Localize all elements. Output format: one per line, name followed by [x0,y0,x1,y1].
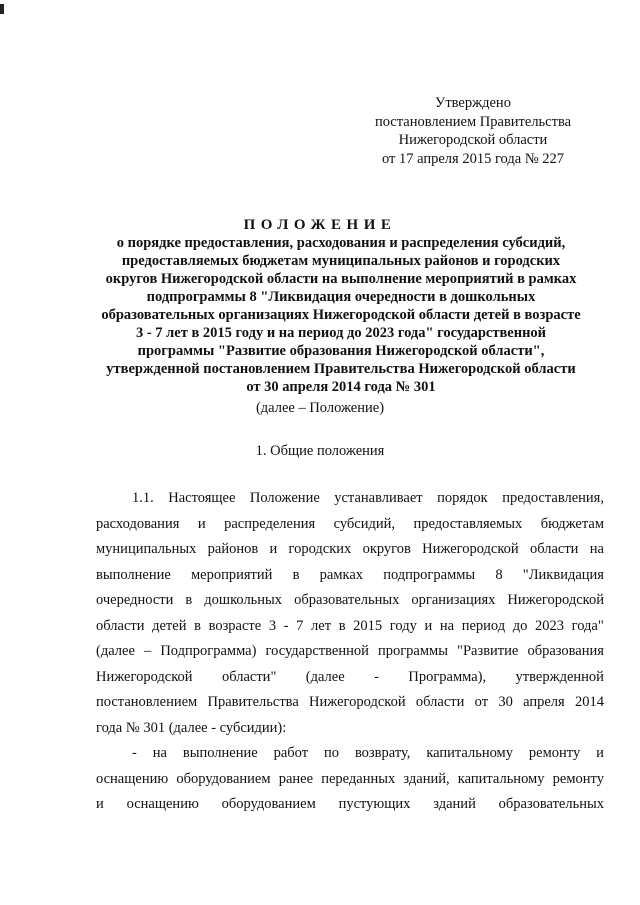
body-word: и [96,796,104,812]
body-word: (далее [305,668,345,685]
body-word: на [439,617,455,634]
body-word: переданных [321,770,396,787]
body-word: Программа), [408,668,487,685]
body-line [96,614,604,640]
body-word: 2023 [535,617,564,634]
body-line [96,639,604,665]
body-word: на [152,745,167,761]
body-word: 30 [498,694,513,710]
body-line [96,486,604,512]
body-word: капитальному [426,745,513,761]
body-word: пустующих [338,796,411,812]
body-word: 3 [268,617,277,634]
section-heading: 1. Общие положения [255,443,385,459]
body-word: детей [152,617,187,634]
body-word: выполнение [96,566,171,583]
body-word: устанавливает [334,490,423,506]
body-word: округов [362,541,411,557]
body-word: организациях [411,592,496,608]
body-word: районов [207,541,259,557]
body-word: и [596,745,604,761]
body-word: по [324,745,340,761]
approval-line: Нижегородской области [398,132,548,148]
subtitle-line: предоставляемых бюджетам муниципальных районов и городских [121,253,561,269]
body-line [96,563,604,589]
body-paragraph [96,486,604,818]
short-name-note: (далее – Положение) [255,400,385,416]
body-word: постановлением [96,694,198,710]
body-word: рамках [319,566,364,583]
subtitle-line: утвержденной постановлением Правительства Нижегородской области [106,361,576,377]
body-word: зданий [433,796,476,812]
body-word: области [529,541,579,557]
body-word: года № 301 (далее - субсидии): [96,719,287,736]
body-word: ранее [278,770,314,787]
body-line [96,741,604,767]
body-word: лет [311,617,332,634]
body-line [96,767,604,793]
body-word: Положение [249,490,320,506]
subtitle-line: образовательных организациях Нижегородской области детей в возрасте [101,307,581,323]
body-word: возврату, [354,745,411,761]
subtitle-line: программы "Развитие образования Нижегородской области", [137,343,545,359]
body-word: (далее [96,643,135,659]
body-word: образовательных [498,796,604,812]
body-word: зданий, [403,770,450,787]
body-word: образовательных [294,592,400,608]
body-word: области" [221,668,277,685]
body-word: возрасте [208,617,262,634]
subtitle-line: о порядке предоставления, расходования и распределения субсидий, [116,235,566,251]
body-word: на [589,541,604,557]
body-word: муниципальных [96,541,197,557]
subtitle-line: от 30 апреля 2014 года № 301 [246,379,436,395]
body-word: субсидий, [333,515,396,532]
body-word: - [283,617,289,634]
body-word: "Ликвидация [522,566,604,583]
subtitle-line: 3 - 7 лет в 2015 году и на период до 2023 года" государственной [135,325,547,341]
body-word: дошкольных [204,592,283,608]
body-word: в [185,592,193,608]
body-line [96,537,604,563]
body-word: Нижегородской [507,592,604,608]
body-word: Нижегородской [96,668,193,685]
body-word: работ [273,745,309,761]
body-word: года" [571,617,604,634]
body-word: оборудованием [176,770,271,787]
body-word: Правительства [207,694,299,710]
body-word: – [143,643,152,659]
body-line [96,716,604,742]
body-word: в [292,566,300,583]
body-word: 8 [495,566,503,583]
body-word: области [96,617,145,634]
document-subtitle [78,234,604,396]
body-word: капитальному [457,770,545,787]
body-word: и [424,617,433,634]
body-word: году [389,617,417,634]
scan-corner-mark [0,4,4,14]
approval-block [360,94,586,168]
body-word: очередности [96,592,174,608]
body-word: порядок [437,490,488,506]
body-word: - [374,668,379,685]
body-word: оснащению [126,796,199,812]
body-word: бюджетам [540,515,604,532]
body-word: - [132,745,137,761]
body-word: городских [288,541,352,557]
body-line [96,792,604,818]
approval-date-line: от 17 апреля 2015 года № 227 [381,150,565,167]
body-word: 2014 [575,694,604,710]
body-word: ремонту [528,745,581,761]
body-word: выполнение [182,745,258,761]
body-line [96,588,604,614]
body-word: оснащению [96,770,169,787]
body-word: подпрограммы [383,566,476,583]
body-line [96,512,604,538]
body-word: государственной [265,643,369,659]
body-word: распределения [224,515,316,532]
body-word: Нижегородской [422,541,519,557]
body-word: ремонту [552,770,604,787]
body-word: апреля [523,694,565,710]
body-word: области [415,694,465,710]
body-word: расходования [96,515,180,532]
body-word: "Развитие [457,643,519,659]
approval-line: постановлением Правительства [374,113,572,130]
body-word: оборудованием [221,796,316,812]
body-word: в [194,617,201,634]
body-word: предоставляемых [413,515,523,532]
body-word: и [269,541,278,557]
body-word: образования [527,643,604,659]
subtitle-line: подпрограммы 8 "Ликвидация очередности в дошкольных [146,289,536,305]
body-word: 1.1. [132,490,154,506]
document-title: ПОЛОЖЕНИЕ [243,217,397,233]
body-word: Нижегородской [309,694,406,710]
body-word: предоставления, [502,490,604,506]
subtitle-line: округов Нижегородской области на выполнение мероприятий в рамках [105,271,577,287]
body-word: в [338,617,346,634]
body-word: программы [377,643,448,659]
body-word: 2015 [353,617,383,634]
body-word: период [461,617,506,634]
approval-line: Утверждено [435,95,511,111]
body-word: до [512,617,528,634]
body-word: и [197,515,206,532]
body-line [96,690,604,716]
body-word: Подпрограмма) [160,643,257,659]
body-word: Настоящее [168,490,236,506]
body-word: 7 [296,617,304,634]
body-word: утвержденной [515,668,604,685]
body-word: от [474,694,489,710]
body-word: мероприятий [190,566,273,583]
body-line [96,665,604,691]
